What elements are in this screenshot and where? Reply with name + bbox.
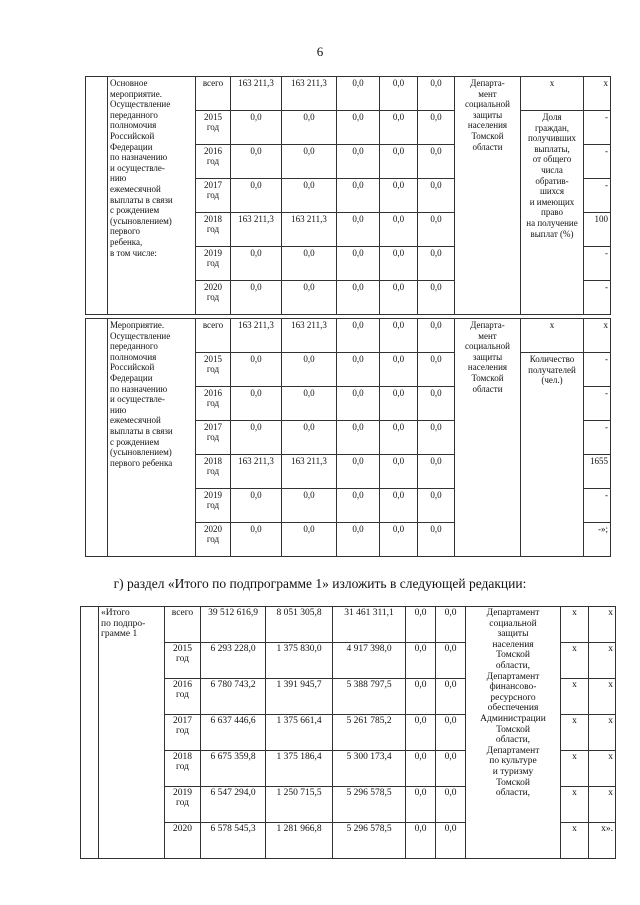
- indicator-value-cell: -: [584, 111, 611, 145]
- table-row: [86, 77, 611, 111]
- extra-cell: 0,0: [436, 715, 466, 751]
- total-cell: 0,0: [231, 523, 282, 557]
- extra-cell: 0,0: [418, 319, 455, 353]
- regional-cell: 31 461 311,1: [333, 607, 406, 643]
- extra-cell: 0,0: [418, 455, 455, 489]
- regional-cell: 0,0: [337, 179, 380, 213]
- regional-cell: 0,0: [337, 319, 380, 353]
- local-cell: 0,0: [380, 247, 418, 281]
- total-cell: 6 578 545,3: [201, 823, 266, 859]
- year-cell: 2018 год: [196, 213, 231, 247]
- federal-cell: 0,0: [282, 179, 337, 213]
- extra-cell: 0,0: [418, 421, 455, 455]
- description-cell: Основное мероприятие. Осуществление переданного полномочия Российской Федерации по назначению и осуществле- нию ежемесячной выплаты в связи с рождением (усыновлением) первого ребенка, в том числе:: [108, 77, 196, 315]
- federal-cell: 1 250 715,5: [266, 787, 333, 823]
- indicator-name-cell: x: [561, 715, 589, 751]
- extra-cell: 0,0: [418, 247, 455, 281]
- row-number-cell: [86, 77, 108, 315]
- indicator-value-cell: 1655: [584, 455, 611, 489]
- local-cell: 0,0: [380, 489, 418, 523]
- indicator-value-cell: x: [589, 643, 616, 679]
- regional-cell: 0,0: [337, 489, 380, 523]
- local-cell: 0,0: [380, 387, 418, 421]
- local-cell: 0,0: [406, 787, 436, 823]
- local-cell: 0,0: [380, 319, 418, 353]
- extra-cell: 0,0: [418, 523, 455, 557]
- extra-cell: 0,0: [436, 823, 466, 859]
- total-cell: 163 211,3: [231, 213, 282, 247]
- federal-cell: 0,0: [282, 489, 337, 523]
- year-cell: 2016 год: [196, 387, 231, 421]
- regional-cell: 4 917 398,0: [333, 643, 406, 679]
- local-cell: 0,0: [380, 77, 418, 111]
- extra-cell: 0,0: [436, 787, 466, 823]
- year-cell: 2020 год: [196, 281, 231, 315]
- extra-cell: 0,0: [418, 387, 455, 421]
- total-cell: 0,0: [231, 281, 282, 315]
- indicator-value-cell: -: [584, 421, 611, 455]
- extra-cell: 0,0: [418, 111, 455, 145]
- local-cell: 0,0: [406, 607, 436, 643]
- local-cell: 0,0: [406, 715, 436, 751]
- extra-cell: 0,0: [418, 281, 455, 315]
- federal-cell: 1 281 966,8: [266, 823, 333, 859]
- indicator-name-cell: x: [561, 607, 589, 643]
- total-cell: 163 211,3: [231, 455, 282, 489]
- extra-cell: 0,0: [418, 145, 455, 179]
- local-cell: 0,0: [406, 679, 436, 715]
- extra-cell: 0,0: [418, 179, 455, 213]
- total-cell: 6 547 294,0: [201, 787, 266, 823]
- total-cell: 163 211,3: [231, 77, 282, 111]
- total-cell: 39 512 616,9: [201, 607, 266, 643]
- indicator-name-cell: x: [561, 679, 589, 715]
- regional-cell: 0,0: [337, 247, 380, 281]
- indicator-value-cell: x: [584, 319, 611, 353]
- indicator-value-cell: 100: [584, 213, 611, 247]
- indicator-value-cell: x».: [589, 823, 616, 859]
- indicator-name-cell: x: [521, 77, 584, 111]
- extra-cell: 0,0: [418, 77, 455, 111]
- indicator-name-cell: x: [561, 643, 589, 679]
- total-cell: 0,0: [231, 111, 282, 145]
- year-cell: 2017 год: [196, 421, 231, 455]
- total-cell: 6 780 743,2: [201, 679, 266, 715]
- year-cell: 2018 год: [196, 455, 231, 489]
- extra-cell: 0,0: [436, 607, 466, 643]
- year-cell: 2015 год: [196, 353, 231, 387]
- regional-cell: 0,0: [337, 213, 380, 247]
- regional-cell: 0,0: [337, 77, 380, 111]
- indicator-value-cell: -: [584, 489, 611, 523]
- federal-cell: 1 375 186,4: [266, 751, 333, 787]
- regional-cell: 0,0: [337, 353, 380, 387]
- indicator-value-cell: x: [589, 607, 616, 643]
- table-row: [86, 319, 611, 353]
- federal-cell: 0,0: [282, 145, 337, 179]
- year-cell: 2016 год: [165, 679, 201, 715]
- indicator-value-cell: -»;: [584, 523, 611, 557]
- local-cell: 0,0: [380, 111, 418, 145]
- table-subprogram-total: [80, 606, 616, 859]
- regional-cell: 5 261 785,2: [333, 715, 406, 751]
- year-cell: 2018 год: [165, 751, 201, 787]
- local-cell: 0,0: [380, 281, 418, 315]
- regional-cell: 0,0: [337, 523, 380, 557]
- extra-cell: 0,0: [436, 643, 466, 679]
- federal-cell: 0,0: [282, 387, 337, 421]
- total-cell: 6 293 228,0: [201, 643, 266, 679]
- row-number-cell: [81, 607, 99, 859]
- total-cell: 163 211,3: [231, 319, 282, 353]
- federal-cell: 163 211,3: [282, 213, 337, 247]
- year-cell: 2017 год: [196, 179, 231, 213]
- federal-cell: 0,0: [282, 281, 337, 315]
- federal-cell: 1 375 830,0: [266, 643, 333, 679]
- local-cell: 0,0: [380, 455, 418, 489]
- indicator-cell: Количество получателей (чел.): [521, 353, 584, 557]
- total-cell: 0,0: [231, 421, 282, 455]
- federal-cell: 1 375 661,4: [266, 715, 333, 751]
- row-number-cell: [86, 319, 108, 557]
- total-cell: 0,0: [231, 145, 282, 179]
- table-event: [85, 318, 611, 557]
- regional-cell: 5 296 578,5: [333, 787, 406, 823]
- extra-cell: 0,0: [418, 213, 455, 247]
- indicator-value-cell: x: [589, 787, 616, 823]
- regional-cell: 0,0: [337, 455, 380, 489]
- local-cell: 0,0: [380, 145, 418, 179]
- regional-cell: 0,0: [337, 145, 380, 179]
- description-cell: Мероприятие. Осуществление переданного полномочия Российской Федерации по назначению и осуществле- нию ежемесячной выплаты в связи с рождением (усыновлением) первого ребенка: [108, 319, 196, 557]
- year-cell: 2015 год: [165, 643, 201, 679]
- indicator-value-cell: -: [584, 281, 611, 315]
- federal-cell: 163 211,3: [282, 455, 337, 489]
- year-cell: 2020: [165, 823, 201, 859]
- indicator-value-cell: -: [584, 247, 611, 281]
- local-cell: 0,0: [406, 643, 436, 679]
- year-cell: всего: [165, 607, 201, 643]
- local-cell: 0,0: [380, 179, 418, 213]
- indicator-name-cell: x: [561, 787, 589, 823]
- indicator-name-cell: x: [561, 823, 589, 859]
- department-cell: Департа- мент социальной защиты населения Томской области: [455, 319, 521, 557]
- total-cell: 0,0: [231, 247, 282, 281]
- regional-cell: 5 388 797,5: [333, 679, 406, 715]
- local-cell: 0,0: [380, 353, 418, 387]
- indicator-value-cell: x: [589, 715, 616, 751]
- federal-cell: 163 211,3: [282, 319, 337, 353]
- page-number: 6: [316, 44, 324, 59]
- indicator-value-cell: -: [584, 353, 611, 387]
- department-cell: Департа- мент социальной защиты населения Томской области: [455, 77, 521, 315]
- total-cell: 0,0: [231, 387, 282, 421]
- federal-cell: 163 211,3: [282, 77, 337, 111]
- federal-cell: 0,0: [282, 247, 337, 281]
- year-cell: 2016 год: [196, 145, 231, 179]
- extra-cell: 0,0: [436, 679, 466, 715]
- regional-cell: 0,0: [337, 387, 380, 421]
- indicator-value-cell: -: [584, 145, 611, 179]
- local-cell: 0,0: [406, 823, 436, 859]
- local-cell: 0,0: [380, 213, 418, 247]
- total-cell: 0,0: [231, 179, 282, 213]
- year-cell: 2020 год: [196, 523, 231, 557]
- regional-cell: 5 296 578,5: [333, 823, 406, 859]
- indicator-value-cell: -: [584, 179, 611, 213]
- federal-cell: 0,0: [282, 523, 337, 557]
- description-cell: «Итого по подпро- грамме 1: [99, 607, 165, 859]
- total-cell: 0,0: [231, 489, 282, 523]
- indicator-cell: Доля граждан, получивших выплаты, от общего числа обратив- шихся и имеющих право на получение выплат (%): [521, 111, 584, 315]
- year-cell: 2019 год: [196, 489, 231, 523]
- regional-cell: 0,0: [337, 281, 380, 315]
- extra-cell: 0,0: [436, 751, 466, 787]
- year-cell: 2019 год: [196, 247, 231, 281]
- indicator-name-cell: x: [561, 751, 589, 787]
- total-cell: 6 675 359,8: [201, 751, 266, 787]
- local-cell: 0,0: [380, 523, 418, 557]
- total-cell: 0,0: [231, 353, 282, 387]
- department-cell: Департамент социальной защиты населения Томской области, Департамент финансово- ресурсного обеспечения Администрации Томской области, Департамент по культуре и туризму Томской области,: [466, 607, 561, 859]
- federal-cell: 8 051 305,8: [266, 607, 333, 643]
- federal-cell: 0,0: [282, 111, 337, 145]
- extra-cell: 0,0: [418, 489, 455, 523]
- indicator-value-cell: x: [584, 77, 611, 111]
- federal-cell: 0,0: [282, 421, 337, 455]
- indicator-value-cell: x: [589, 751, 616, 787]
- local-cell: 0,0: [380, 421, 418, 455]
- year-cell: 2017 год: [165, 715, 201, 751]
- table-row: [81, 607, 616, 643]
- year-cell: 2019 год: [165, 787, 201, 823]
- total-cell: 6 637 446,6: [201, 715, 266, 751]
- year-cell: 2015 год: [196, 111, 231, 145]
- federal-cell: 1 391 945,7: [266, 679, 333, 715]
- federal-cell: 0,0: [282, 353, 337, 387]
- indicator-value-cell: -: [584, 387, 611, 421]
- indicator-name-cell: x: [521, 319, 584, 353]
- year-cell: всего: [196, 319, 231, 353]
- local-cell: 0,0: [406, 751, 436, 787]
- regional-cell: 5 300 173,4: [333, 751, 406, 787]
- regional-cell: 0,0: [337, 421, 380, 455]
- extra-cell: 0,0: [418, 353, 455, 387]
- indicator-value-cell: x: [589, 679, 616, 715]
- section-caption: г) раздел «Итого по подпрограмме 1» изложить в следующей редакции:: [113, 576, 527, 591]
- year-cell: всего: [196, 77, 231, 111]
- regional-cell: 0,0: [337, 111, 380, 145]
- table-main-event: [85, 76, 611, 315]
